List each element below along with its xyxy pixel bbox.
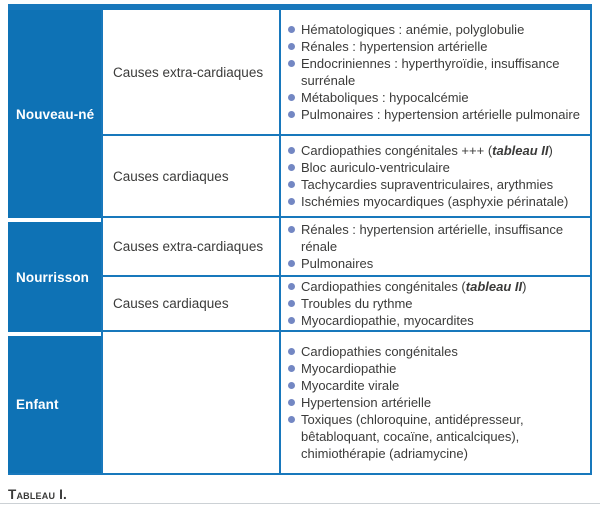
age-label: Enfant [16,397,59,412]
bullet-icon [288,283,295,290]
bullet-icon [288,300,295,307]
cause-label: Causes cardiaques [113,296,229,311]
bullet-icon [288,94,295,101]
bullet-icon [288,365,295,372]
bullet-icon [288,416,295,423]
list-item [288,21,585,38]
list-item-text: Pulmonaires : hypertension artérielle pulmonaire [301,107,580,122]
list-item [288,106,585,123]
list-cell [279,332,592,473]
list-cell [279,10,592,136]
list-item-text: Cardiopathies congénitales [301,344,458,359]
list-item-text: Hématologiques : anémie, polyglobulie [301,22,525,37]
age-cell [8,10,101,218]
list-item-text: Myocardite virale [301,378,400,393]
bullet-icon [288,399,295,406]
list-cell [279,218,592,277]
list-item [288,411,585,462]
list-item-text: Cardiopathies congénitales +++ (tableau II) [301,143,553,158]
list-item [288,193,585,210]
bullet-icon [288,260,295,267]
bullet-icon [288,198,295,205]
cause-cell [101,136,279,218]
age-cell [8,332,101,473]
list-item-text: Tachycardies supraventriculaires, arythmies [301,177,554,192]
bullet-icon [288,348,295,355]
list-cell [279,277,592,332]
list-item-text: Cardiopathies congénitales (tableau II) [301,279,527,294]
list-item [288,295,585,312]
list-item [288,89,585,106]
emphasized-text: tableau II [465,279,523,294]
cause-cell [101,218,279,277]
list-item [288,221,585,255]
table-caption: Tableau I. [8,487,67,502]
bullet-icon [288,43,295,50]
bullet-icon [288,226,295,233]
bullet-icon [288,26,295,33]
list-item-text: Rénales : hypertension artérielle, insuffisance rénale [301,222,564,254]
cause-label: Causes extra-cardiaques [113,239,264,254]
bullet-icon [288,317,295,324]
age-cell [8,218,101,332]
cause-label: Causes extra-cardiaques [113,64,264,80]
list-item-text: Ischémies myocardiques (asphyxie périnatale) [301,194,569,209]
list-item-text: Rénales : hypertension artérielle [301,39,488,54]
age-label: Nourrisson [16,269,90,285]
cause-cell [101,10,279,136]
list-item [288,55,585,89]
list-item [288,142,585,159]
list-item-text: Troubles du rythme [301,296,413,311]
list-item [288,312,585,329]
bullet-icon [288,382,295,389]
cause-cell [101,332,279,473]
bullet-icon [288,181,295,188]
bottom-rule [0,503,600,504]
list-item [288,159,585,176]
list-item-text: Hypertension artérielle [301,395,432,410]
list-item [288,377,585,394]
bullet-icon [288,111,295,118]
list-item-text: Endocriniennes : hyperthyroïdie, insuffisance surrénale [301,56,560,88]
list-item-text: Pulmonaires [301,256,374,271]
list-item [288,343,585,360]
list-item-text: Myocardiopathie [301,361,397,376]
emphasized-text: tableau II [492,143,549,158]
cause-cell [101,277,279,332]
list-item-text: Bloc auriculo-ventriculaire [301,160,450,175]
list-item-text: Toxiques (chloroquine, antidépresseur, bêtabloquant, cocaïne, anticalciques), chimiothérapie (adriamycine) [301,412,524,461]
list-item [288,360,585,377]
bullet-icon [288,60,295,67]
age-label: Nouveau-né [16,106,95,122]
list-item [288,176,585,193]
list-item-text: Métaboliques : hypocalcémie [301,90,469,105]
list-item [288,255,585,272]
bullet-icon [288,164,295,171]
cause-label: Causes cardiaques [113,168,229,184]
list-item-text: Myocardiopathie, myocardites [301,313,474,328]
list-item [288,394,585,411]
list-item [288,278,585,295]
table [8,4,592,475]
list-cell [279,136,592,218]
bullet-icon [288,147,295,154]
list-item [288,38,585,55]
